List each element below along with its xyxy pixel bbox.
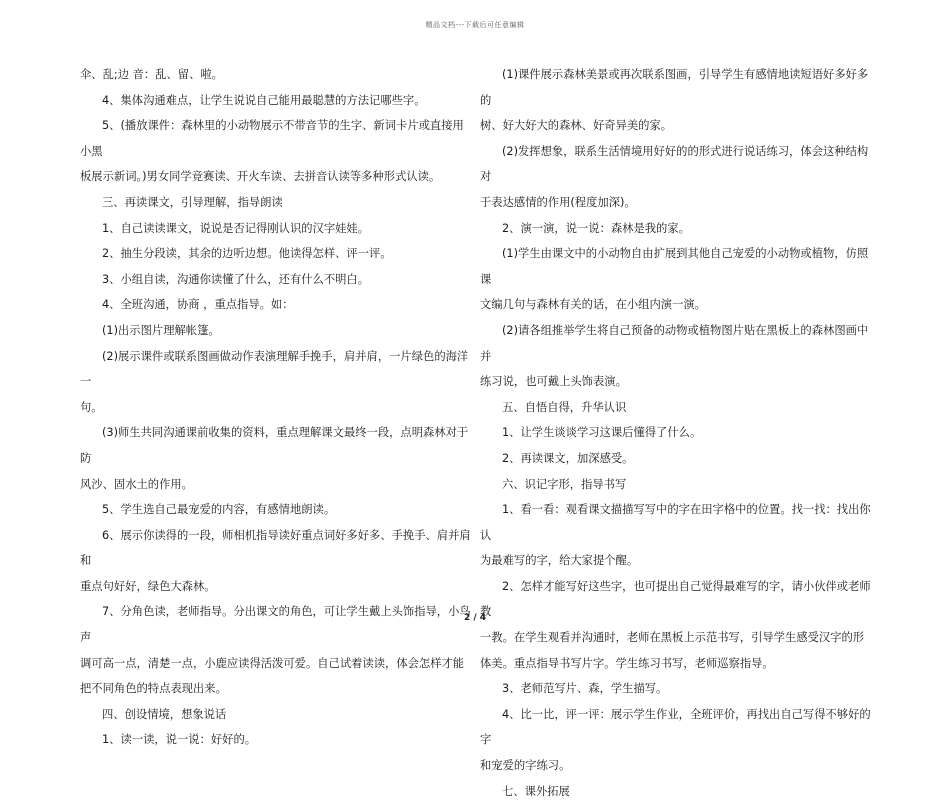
- text-line: 7、分角色读，老师指导。分出课文的角色，可让学生戴上头饰指导，小鸟声: [80, 605, 471, 645]
- text-line: 风沙、固水土的作用。: [80, 477, 193, 491]
- text-line: 文编几句与森林有关的话，在小组内演一演。: [480, 298, 706, 312]
- text-line: 1、看一看：观看课文描描写写中的字在田字格中的位置。找一找：找出你认: [480, 503, 871, 542]
- text-line: 练习说，也可戴上头饰表演。: [480, 375, 627, 389]
- text-line: 3、小组自读，沟通你读懂了什么，还有什么不明白。: [102, 272, 370, 286]
- text-line: 伞、乱;边 音：乱、留、啦。: [80, 68, 223, 81]
- text-line: 树、好大好大的森林、好奇异美的家。: [480, 119, 673, 133]
- text-line: 4、全班沟通，协商 ，重点指导。如：: [102, 298, 294, 312]
- text-line: (2)请各组推举学生将自己预备的动物或植物图片贴在黑板上的森林图画中并: [480, 323, 869, 363]
- text-line: 1、读一读，说一说：好好的。: [102, 733, 257, 747]
- text-line: 2、怎样才能写好这些字，也可提出自己觉得最难写的字，请小伙伴或老师教: [480, 579, 871, 619]
- text-line: 4、集体沟通难点，让学生说说自己能用最聪慧的方法记哪些字。: [102, 93, 426, 107]
- text-line: 1、自己读读课文，说说是否记得刚认识的汉字娃娃。: [102, 221, 370, 235]
- text-line: 体美。重点指导书写片字。学生练习书写，老师巡察指导。: [480, 656, 774, 670]
- text-line: 5、(播放课件：森林里的小动物展示不带音节的生字、新词卡片或直接用小黑: [80, 119, 464, 158]
- text-line: 五、自悟自得，升华认识: [502, 400, 627, 414]
- right-column: [480, 62, 875, 804]
- text-line: 2、抽生分段读，其余的边听边想。他读得怎样、评一评。: [102, 247, 392, 261]
- text-line: 4、比一比，评一评：展示学生作业，全班评价，再找出自己写得不够好的字: [480, 707, 871, 747]
- text-line: 3、老师范写片、森，学生描写。: [502, 682, 668, 696]
- text-line: 1、让学生谈谈学习这课后懂得了什么。: [502, 426, 702, 440]
- text-line: (2)展示课件或联系图画做动作表演理解手挽手，肩并肩，一片绿色的海洋一: [80, 349, 469, 389]
- text-line: 6、展示你读得的一段，师相机指导读好重点词好多好多、手挽手、肩并肩和: [80, 528, 471, 568]
- text-line: 2、再读课文，加深感受。: [502, 451, 634, 465]
- text-line: 句。: [80, 400, 103, 414]
- text-line: 三、再读课文，引导理解，指导朗读: [102, 195, 283, 209]
- text-line: 2、演一演，说一说：森林是我的家。: [502, 221, 690, 235]
- left-column: [80, 62, 475, 753]
- text-line: (1)课件展示森林美景或再次联系图画，引导学生有感情地读短语好多好多的: [480, 68, 869, 107]
- text-line: (1)出示图片理解帐篷。: [102, 323, 220, 337]
- text-line: (1)学生由课文中的小动物自由扩展到其他自己宠爱的小动物或植物，仿照课: [480, 247, 869, 286]
- text-line: 板展示新词。)男女同学竞赛读、开火车读、去拼音认读等多种形式认读。: [80, 170, 441, 184]
- page-header: 精品文档---下载后可任意编辑: [425, 21, 525, 29]
- page-number: 2 / 4: [463, 613, 487, 623]
- text-line: 六、识记字形，指导书写: [502, 477, 627, 491]
- text-line: 5、学生选自己最宠爱的内容，有感情地朗读。: [102, 503, 336, 517]
- text-line: (2)发挥想象，联系生活情境用好好的的形式进行说话练习，体会这种结构对: [480, 144, 869, 184]
- text-line: 为最难写的字，给大家提个醒。: [480, 554, 639, 568]
- text-line: 把不同角色的特点表现出来。: [80, 682, 227, 696]
- text-line: 重点句好好，绿色大森林。: [80, 579, 216, 593]
- text-line: 四、创设情境，想象说话: [102, 707, 227, 721]
- text-line: 于表达感情的作用(程度加深)。: [480, 195, 636, 209]
- text-line: 七、课外拓展: [502, 784, 570, 798]
- text-line: (3)师生共同沟通课前收集的资料，重点理解课文最终一段，点明森林对于防: [80, 426, 469, 465]
- text-line: 调可高一点，清楚一点，小鹿应读得活泼可爱。自己试着读读，体会怎样才能: [80, 656, 465, 670]
- text-line: 和宠爱的字练习。: [480, 759, 571, 773]
- text-line: 一教。在学生观看并沟通时，老师在黑板上示范书写，引导学生感受汉字的形: [480, 631, 865, 645]
